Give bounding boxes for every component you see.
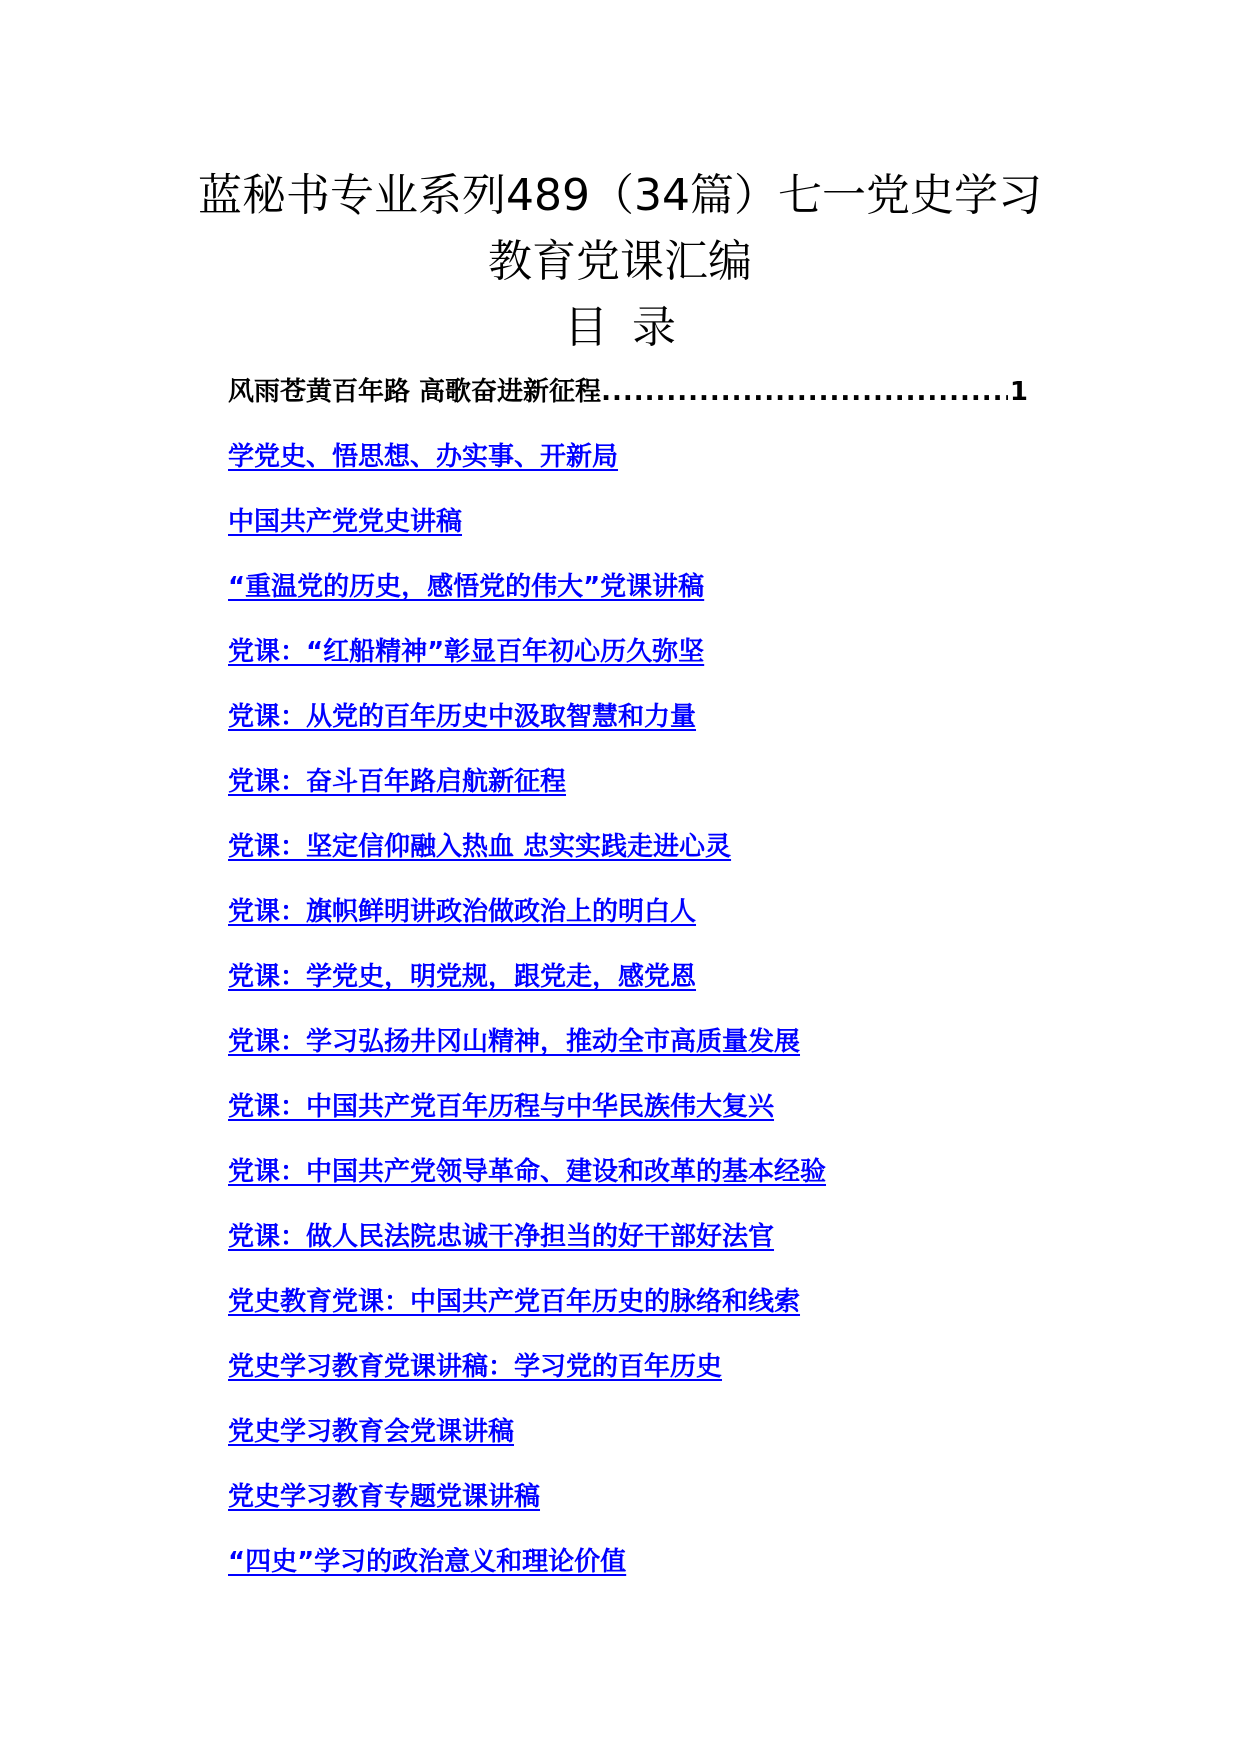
toc-entry <box>228 1022 1028 1087</box>
toc-entry <box>228 1152 1028 1217</box>
toc-link[interactable]: 党课：学习弘扬井冈山精神，推动全市高质量发展 <box>228 1027 801 1057</box>
toc-link[interactable]: 党课：中国共产党领导革命、建设和改革的基本经验 <box>228 1157 827 1187</box>
toc-link[interactable]: “四史”学习的政治意义和理论价值 <box>228 1547 627 1577</box>
toc-entry-label: 风雨苍黄百年路 高歌奋进新征程 <box>228 377 602 407</box>
toc-entry <box>228 697 1028 762</box>
toc-link[interactable]: 党课：从党的百年历史中汲取智慧和力量 <box>228 702 697 732</box>
toc-heading: 目录 <box>564 302 700 353</box>
toc-entry <box>228 1542 1028 1607</box>
toc-entry <box>228 957 1028 1022</box>
toc-entry <box>228 827 1028 892</box>
toc-link[interactable]: 党史学习教育党课讲稿：学习党的百年历史 <box>228 1352 723 1382</box>
toc-link[interactable]: 党史学习教育会党课讲稿 <box>228 1417 515 1447</box>
toc-entry <box>228 892 1028 957</box>
toc-link[interactable]: 党史学习教育专题党课讲稿 <box>228 1482 541 1512</box>
toc-entry <box>228 567 1028 632</box>
toc-link[interactable]: 学党史、悟思想、办实事、开新局 <box>228 442 619 472</box>
toc-link[interactable]: 党课：坚定信仰融入热血 忠实实践走进心灵 <box>228 832 732 862</box>
toc-link[interactable]: 党史教育党课：中国共产党百年历史的脉络和线索 <box>228 1287 801 1317</box>
toc-link[interactable]: 党课：中国共产党百年历程与中华民族伟大复兴 <box>228 1092 775 1122</box>
toc-link[interactable]: 党课：旗帜鲜明讲政治做政治上的明白人 <box>228 897 697 927</box>
toc-entry <box>228 762 1028 827</box>
toc-link[interactable]: “重温党的历史，感悟党的伟大”党课讲稿 <box>228 572 705 602</box>
toc-entry <box>228 502 1028 567</box>
toc-entry <box>228 1217 1028 1282</box>
toc-entry <box>228 1282 1028 1347</box>
table-of-contents <box>228 372 1028 1607</box>
toc-link[interactable]: 党课：学党史，明党规，跟党走，感党恩 <box>228 962 697 992</box>
toc-entry <box>228 1087 1028 1152</box>
toc-leader-dots <box>601 372 1008 412</box>
toc-entry <box>228 1412 1028 1477</box>
toc-link[interactable]: 中国共产党党史讲稿 <box>228 507 463 537</box>
toc-entry <box>228 437 1028 502</box>
toc-entry <box>228 1477 1028 1542</box>
toc-entry <box>228 1347 1028 1412</box>
toc-entry-first[interactable] <box>228 372 1028 437</box>
toc-link[interactable]: 党课：做人民法院忠诚干净担当的好干部好法官 <box>228 1222 775 1252</box>
document-title-line-2: 教育党课汇编 <box>488 236 752 287</box>
toc-link[interactable]: 党课：奋斗百年路启航新征程 <box>228 767 567 797</box>
toc-link[interactable]: 党课：“红船精神”彰显百年初心历久弥坚 <box>228 637 705 667</box>
toc-page-number: 1 <box>1009 377 1028 407</box>
toc-entry <box>228 632 1028 697</box>
document-title-line-1: 蓝秘书专业系列489（34篇）七一党史学习 <box>198 170 1042 221</box>
